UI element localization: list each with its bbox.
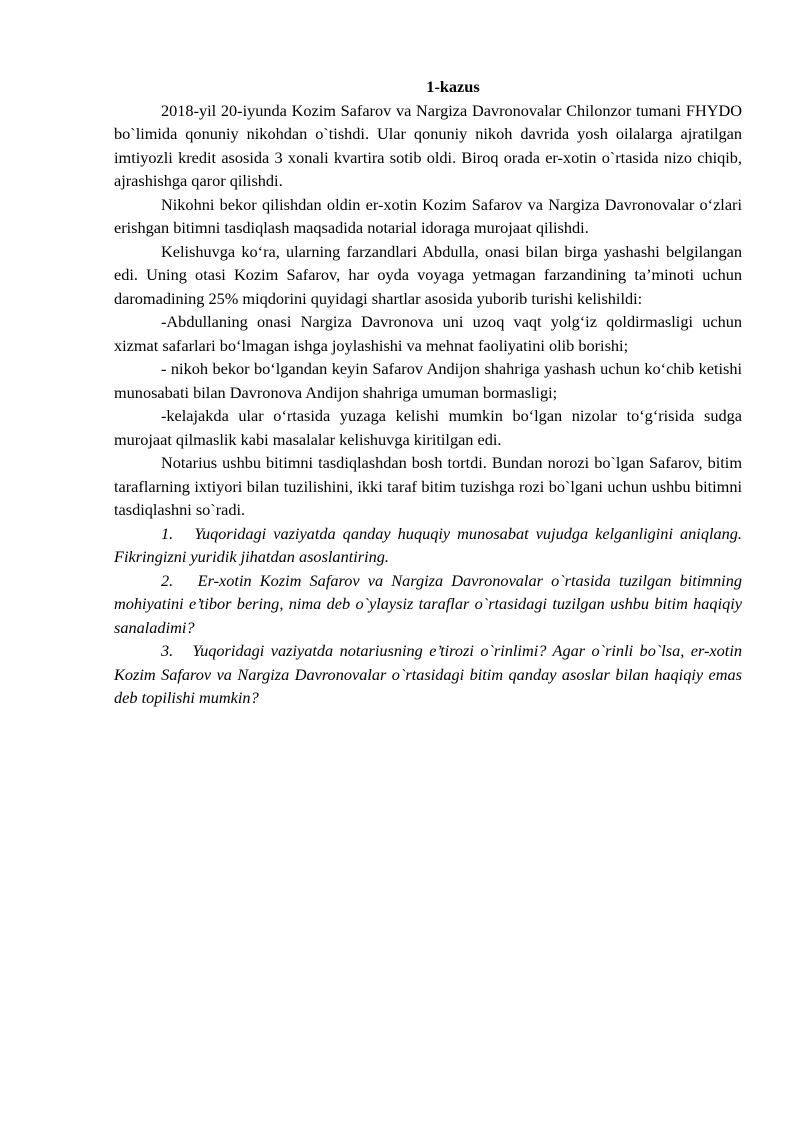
question-3: 3. Yuqoridagi vaziyatda notariusning e’tirozi o`rinlimi? Agar o`rinli bo`lsa, er-xotin Kozim Safarov va Nargiza Davronovalar o`rtasidagi bitim qanday asoslar bilan haqiqiy emas deb topilishi mumkin? <box>114 641 742 707</box>
paragraph-notary-refusal: Notarius ushbu bitimni tasdiqlashdan bosh tortdi. Bundan norozi bo`lgan Safarov, bitim taraflarning ixtiyori bilan tuzilishini, ikki taraf bitim tuzishga rozi bo`lgani uchun ushbu bitimni tasdiqlashni so`radi. <box>114 453 742 519</box>
paragraph-marriage: 2018-yil 20-iyunda Kozim Safarov va Nargiza Davronovalar Chilonzor tumani FHYDO bo`limida qonuniy nikohdan o`tishdi. Ular qonuniy nikoh davrida yosh oilalarga ajratilgan imtiyozli kredit asosida 3 xonali kvartira sotib oldi. Biroq orada er-xotin o`rtasida nizo chiqib, ajrashishga qaror qilishdi. <box>114 100 742 190</box>
paragraph-notary-request: Nikohni bekor qilishdan oldin er-xotin Kozim Safarov va Nargiza Davronovalar o‘zlari erishgan bitimni tasdiqlash maqsadida notarial idoraga murojaat qilishdi. <box>114 194 742 237</box>
question-2: 2. Er-xotin Kozim Safarov va Nargiza Davronovalar o`rtasida tuzilgan bitimning mohiyatini e’tibor bering, nima deb o`ylaysiz taraflar o`rtasidagi tuzilgan ushbu bitim haqiqiy sanaladimi? <box>114 570 742 637</box>
condition-item-1: -Abdullaning onasi Nargiza Davronova uni uzoq vaqt yolg‘iz qoldirmasligi uchun xizmat safarlari bo‘lmagan ishga joylashishi va mehnat faoliyatini olib borishi; <box>114 312 742 355</box>
condition-item-2: - nikoh bekor bo‘lgandan keyin Safarov Andijon shahriga yashash uchun ko‘chib ketishi munosabati bilan Davronova Andijon shahriga umuman bormasligi; <box>114 359 742 402</box>
condition-item-3: -kelajakda ular o‘rtasida yuzaga kelishi mumkin bo‘lgan nizolar to‘g‘risida sudga murojaat qilmaslik kabi masalalar kelishuvga kiritilgan edi. <box>114 406 742 449</box>
case-title: 1-kazus <box>426 77 480 96</box>
question-1: 1. Yuqoridagi vaziyatda qanday huquqiy munosabat vujudga kelganligini aniqlang. Fikringizni yuridik jihatdan asoslantiring. <box>114 523 742 566</box>
paragraph-agreement: Kelishuvga ko‘ra, ularning farzandlari Abdulla, onasi bilan birga yashashi belgilangan edi. Uning otasi Kozim Safarov, har oyda voyaga yetmagan farzandining ta’minoti uchun daromadining 25% miqdorini quyidagi shartlar asosida yuborib turishi kelishildi: <box>114 241 742 308</box>
document-page <box>114 75 742 710</box>
